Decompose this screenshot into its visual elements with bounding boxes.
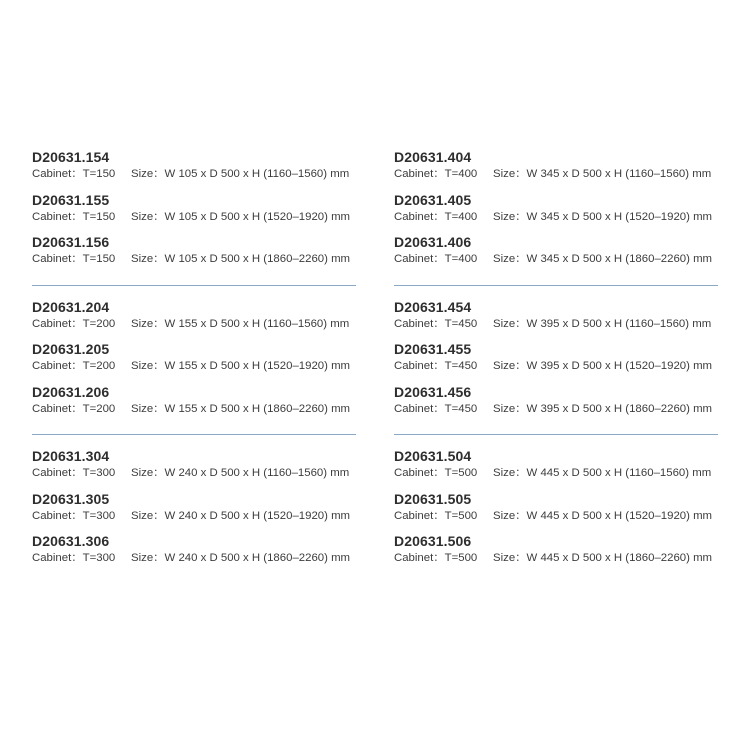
size-value: Size：W 155 x D 500 x H (1860–2260) mm — [131, 402, 351, 415]
cabinet-value: Cabinet：T=450 — [394, 317, 478, 330]
size-value: Size：W 345 x D 500 x H (1520–1920) mm — [493, 210, 713, 223]
cabinet-value: Cabinet：T=400 — [394, 168, 478, 180]
spec-item — [32, 148, 356, 191]
spec-item — [394, 340, 718, 383]
cabinet-value: Cabinet：T=200 — [32, 360, 116, 372]
cabinet-value: Cabinet：T=300 — [32, 509, 116, 522]
product-code: D20631.504 — [394, 448, 472, 464]
spec-column-right — [394, 148, 718, 596]
spec-item — [394, 383, 718, 426]
spec-line — [32, 465, 356, 482]
size-value: Size：W 395 x D 500 x H (1860–2260) mm — [493, 402, 713, 415]
spec-item — [394, 148, 718, 191]
size-value: Size：W 445 x D 500 x H (1160–1560) mm — [493, 467, 712, 479]
spec-item — [394, 191, 718, 234]
product-code: D20631.306 — [32, 533, 110, 549]
spec-item — [32, 298, 356, 341]
spec-item — [394, 532, 718, 575]
spec-item — [32, 233, 356, 276]
cabinet-value: Cabinet：T=450 — [394, 402, 478, 415]
cabinet-value: Cabinet：T=200 — [32, 317, 116, 330]
cabinet-value: Cabinet：T=400 — [394, 210, 478, 223]
spec-group-t500 — [394, 447, 718, 584]
size-value: Size：W 155 x D 500 x H (1520–1920) mm — [131, 360, 351, 372]
spec-line — [394, 251, 718, 268]
spec-item — [394, 447, 718, 490]
spec-line — [32, 251, 356, 268]
spec-group-t450 — [394, 298, 718, 436]
spec-line — [32, 316, 356, 333]
cabinet-value: Cabinet：T=500 — [394, 467, 478, 479]
spec-line — [394, 358, 718, 375]
spec-line — [394, 550, 718, 567]
size-value: Size：W 345 x D 500 x H (1860–2260) mm — [493, 253, 713, 265]
cabinet-value: Cabinet：T=300 — [32, 467, 116, 479]
spec-item — [32, 532, 356, 575]
product-code: D20631.454 — [394, 298, 472, 315]
cabinet-value: Cabinet：T=150 — [32, 253, 116, 265]
spec-item — [32, 383, 356, 426]
size-value: Size：W 395 x D 500 x H (1160–1560) mm — [493, 317, 712, 330]
size-value: Size：W 445 x D 500 x H (1520–1920) mm — [493, 509, 713, 522]
product-code: D20631.305 — [32, 490, 110, 507]
cabinet-value: Cabinet：T=500 — [394, 552, 478, 564]
cabinet-value: Cabinet：T=150 — [32, 210, 116, 223]
spec-group-t200 — [32, 298, 356, 436]
product-code: D20631.406 — [394, 234, 472, 250]
size-value: Size：W 240 x D 500 x H (1520–1920) mm — [131, 509, 351, 522]
spec-item — [32, 191, 356, 234]
spec-item — [394, 233, 718, 276]
spec-line — [32, 166, 356, 183]
cabinet-value: Cabinet：T=300 — [32, 552, 116, 564]
product-code: D20631.154 — [32, 149, 110, 165]
size-value: Size：W 155 x D 500 x H (1160–1560) mm — [131, 317, 350, 330]
spec-item — [394, 298, 718, 341]
product-code: D20631.506 — [394, 533, 472, 549]
spec-line — [394, 508, 718, 525]
size-value: Size：W 240 x D 500 x H (1160–1560) mm — [131, 467, 350, 479]
cabinet-value: Cabinet：T=450 — [394, 360, 478, 372]
product-code: D20631.155 — [32, 191, 110, 208]
spec-line — [32, 550, 356, 567]
spec-item — [32, 340, 356, 383]
spec-line — [394, 401, 718, 418]
cabinet-value: Cabinet：T=400 — [394, 253, 478, 265]
product-code: D20631.206 — [32, 383, 110, 400]
spec-line — [32, 358, 356, 375]
size-value: Size：W 105 x D 500 x H (1160–1560) mm — [131, 168, 350, 180]
size-value: Size：W 105 x D 500 x H (1520–1920) mm — [131, 210, 351, 223]
size-value: Size：W 345 x D 500 x H (1160–1560) mm — [493, 168, 712, 180]
product-code: D20631.204 — [32, 298, 110, 315]
spec-group-t150 — [32, 148, 356, 286]
spec-group-t400 — [394, 148, 718, 286]
product-code: D20631.455 — [394, 341, 472, 357]
spec-line — [32, 209, 356, 226]
spec-line — [394, 209, 718, 226]
product-code: D20631.304 — [32, 448, 110, 464]
spec-item — [32, 490, 356, 533]
spec-column-left — [32, 148, 356, 596]
product-code: D20631.505 — [394, 490, 472, 507]
size-value: Size：W 445 x D 500 x H (1860–2260) mm — [493, 552, 713, 564]
cabinet-value: Cabinet：T=150 — [32, 168, 116, 180]
spec-line — [394, 465, 718, 482]
cabinet-value: Cabinet：T=500 — [394, 509, 478, 522]
size-value: Size：W 105 x D 500 x H (1860–2260) mm — [131, 253, 351, 265]
spec-line — [32, 401, 356, 418]
spec-line — [394, 316, 718, 333]
spec-line — [394, 166, 718, 183]
spec-group-t300 — [32, 447, 356, 584]
spec-item — [32, 447, 356, 490]
size-value: Size：W 240 x D 500 x H (1860–2260) mm — [131, 552, 351, 564]
product-code: D20631.405 — [394, 191, 472, 208]
product-code: D20631.156 — [32, 234, 110, 250]
product-code: D20631.456 — [394, 383, 472, 400]
spec-item — [394, 490, 718, 533]
cabinet-value: Cabinet：T=200 — [32, 402, 116, 415]
size-value: Size：W 395 x D 500 x H (1520–1920) mm — [493, 360, 713, 372]
spec-line — [32, 508, 356, 525]
product-code: D20631.205 — [32, 341, 110, 357]
product-code: D20631.404 — [394, 149, 472, 165]
